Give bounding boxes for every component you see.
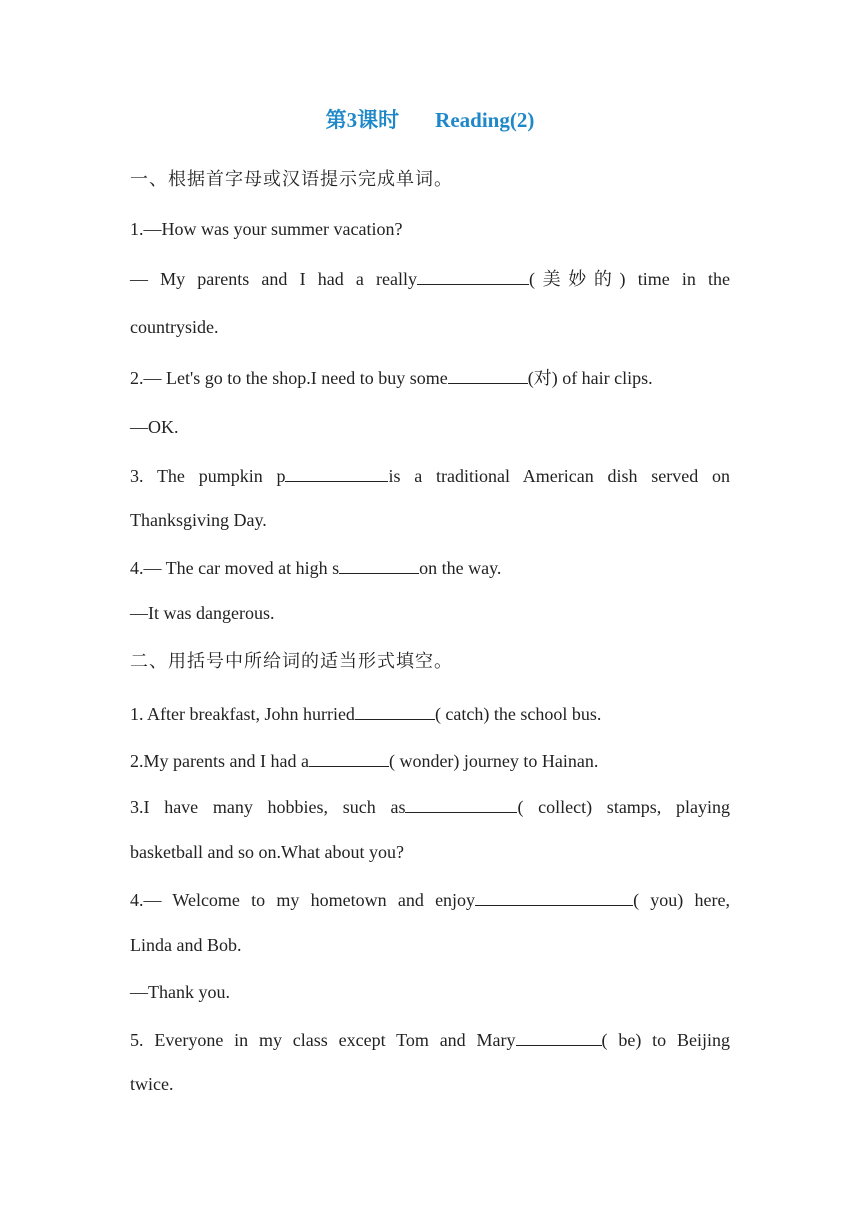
answer-blank[interactable] xyxy=(405,793,517,813)
s2-q1-text-before: 1. After breakfast, John hurried xyxy=(130,704,355,724)
s1-q4-reply: —It was dangerous. xyxy=(130,603,275,623)
s1-q1-text-before: — My parents and I had a really xyxy=(130,269,417,289)
s2-q1-line xyxy=(130,700,730,726)
s1-q1-continuation: countryside. xyxy=(130,317,219,337)
answer-blank[interactable] xyxy=(309,747,389,767)
s2-q1-text-after: ( catch) the school bus. xyxy=(434,704,602,724)
answer-blank[interactable] xyxy=(355,700,435,720)
s1-q4-text-before: 4.— The car moved at high s xyxy=(130,558,340,578)
s2-q3-text-after: ( collect) stamps, playing xyxy=(517,797,731,817)
s1-q3-text-after: is a traditional American dish served on xyxy=(388,466,730,486)
s1-q2-text-after: (对) of hair clips. xyxy=(527,368,653,388)
s2-q3-continuation: basketball and so on.What about you? xyxy=(130,842,404,862)
s2-q5-continuation: twice. xyxy=(130,1074,174,1094)
page-title xyxy=(0,104,860,134)
s2-q2-line xyxy=(130,747,730,773)
answer-blank[interactable] xyxy=(417,265,529,285)
s1-q1-question: 1.—How was your summer vacation? xyxy=(130,219,403,239)
s1-q2-text-before: 2.— Let's go to the shop.I need to buy some xyxy=(130,368,448,388)
s2-q3-line xyxy=(130,793,730,819)
answer-blank[interactable] xyxy=(339,554,419,574)
s2-q3-text-before: 3.I have many hobbies, such as xyxy=(130,797,406,817)
s2-q4-text-before: 4.— Welcome to my hometown and enjoy xyxy=(130,890,476,910)
section2-heading: 二、用括号中所给词的适当形式填空。 xyxy=(130,651,453,671)
s2-q4-line xyxy=(130,886,730,912)
answer-blank[interactable] xyxy=(516,1026,602,1046)
s1-q2-line xyxy=(130,364,730,390)
section1-heading: 一、根据首字母或汉语提示完成单词。 xyxy=(130,169,453,189)
answer-blank[interactable] xyxy=(448,364,528,384)
answer-blank[interactable] xyxy=(475,886,633,906)
s2-q2-text-before: 2.My parents and I had a xyxy=(130,751,309,771)
s1-q4-line xyxy=(130,554,730,580)
s2-q4-continuation: Linda and Bob. xyxy=(130,935,242,955)
lesson-topic: Reading(2) xyxy=(435,108,535,132)
s2-q5-text-after: ( be) to Beijing xyxy=(601,1030,730,1050)
s1-q1-text-after: (美妙的) time in the xyxy=(528,269,730,289)
s1-q4-text-after: on the way. xyxy=(419,558,502,578)
s2-q2-text-after: ( wonder) journey to Hainan. xyxy=(388,751,599,771)
s1-q3-line xyxy=(130,462,730,488)
s1-q3-text-before: 3. The pumpkin p xyxy=(130,466,286,486)
s1-q1-answer-line xyxy=(130,265,730,291)
s1-q2-reply: —OK. xyxy=(130,417,179,437)
s2-q4-reply: —Thank you. xyxy=(130,982,230,1002)
s1-q3-continuation: Thanksgiving Day. xyxy=(130,510,267,530)
s2-q5-text-before: 5. Everyone in my class except Tom and Mary xyxy=(130,1030,516,1050)
s2-q4-text-after: ( you) here, xyxy=(633,890,730,910)
s2-q5-line xyxy=(130,1026,730,1052)
lesson-label: 第3课时 xyxy=(325,108,400,132)
answer-blank[interactable] xyxy=(285,462,388,482)
